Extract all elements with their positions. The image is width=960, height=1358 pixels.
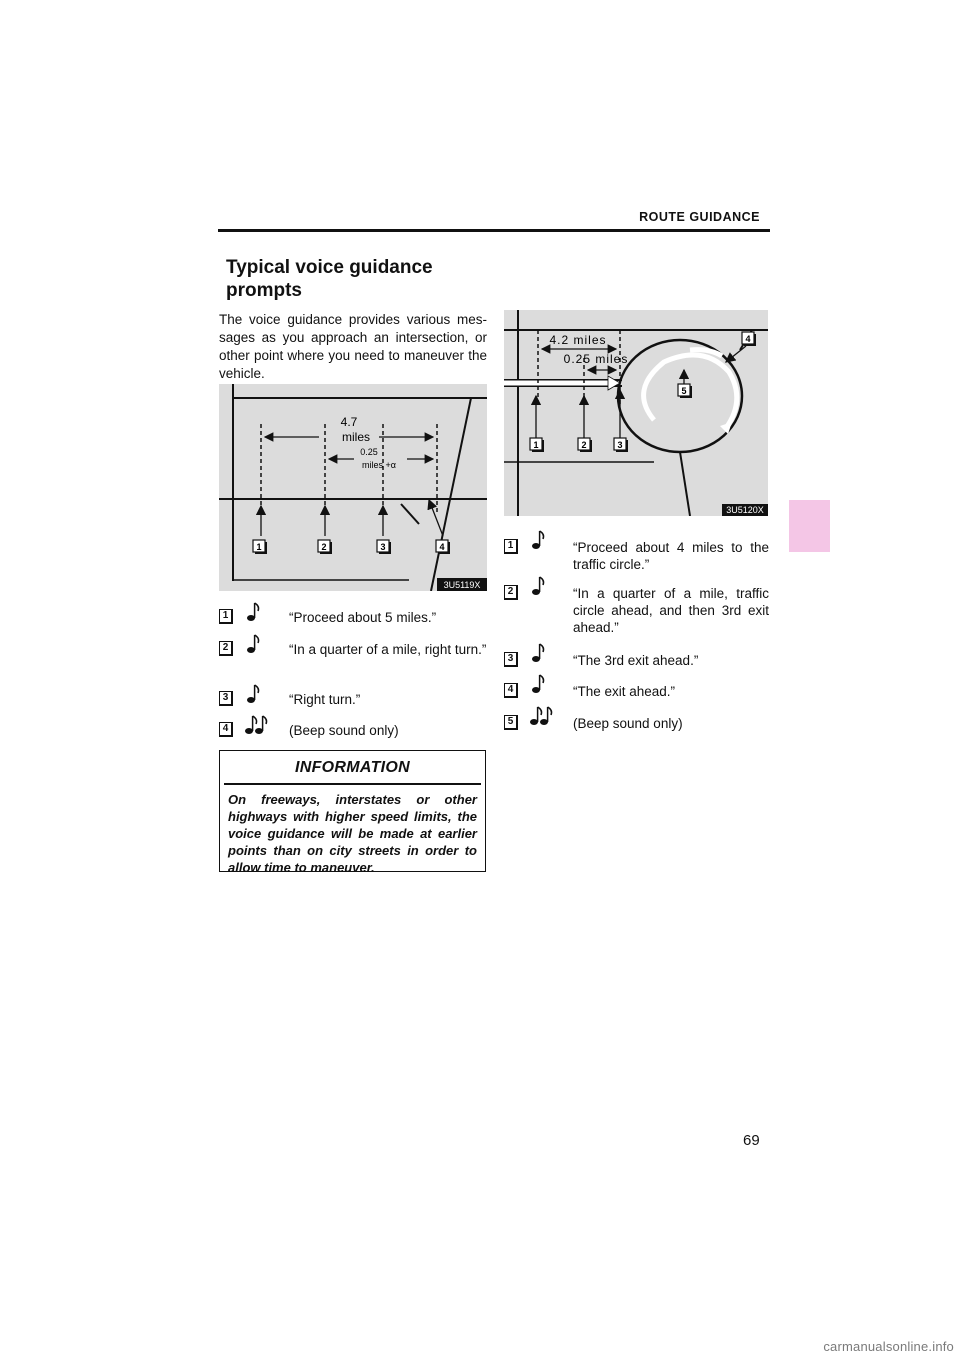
watermark: carmanualsonline.info — [823, 1339, 954, 1354]
page-number: 69 — [743, 1132, 760, 1149]
svg-text:3: 3 — [617, 440, 623, 450]
prompt-number: 3 — [219, 691, 233, 706]
svg-text:4: 4 — [439, 542, 445, 552]
diagram-marker — [578, 438, 592, 452]
single-note-icon — [526, 643, 548, 663]
prompt-text: “Right turn.” — [289, 692, 361, 707]
prompt-number: 2 — [504, 585, 518, 600]
diagram-traffic-circle — [504, 310, 768, 516]
distance-short-value: 0.25 — [360, 447, 378, 457]
distance-long-unit: miles — [341, 430, 371, 444]
diagram-marker — [678, 384, 692, 398]
prompt-list-right — [504, 536, 769, 742]
distance-long-value: 4.7 — [340, 415, 358, 429]
section-title: Typical voice guidance prompts — [226, 257, 433, 301]
diagram-marker — [530, 438, 544, 452]
information-text: On freeways, interstates or other highways with higher speed limits, the voice guidance will be made at earlier points than on city streets in order to allow time to maneuver. — [228, 791, 477, 875]
section-side-tab — [789, 500, 830, 552]
prompt-text: “The exit ahead.” — [573, 684, 676, 699]
prompt-text: “In a quarter of a mile, right turn.” — [289, 642, 487, 657]
prompt-list-left — [219, 606, 487, 749]
prompt-text: (Beep sound only) — [289, 723, 399, 738]
prompt-text: “The 3rd exit ahead.” — [573, 653, 699, 668]
information-title: INFORMATION — [295, 759, 410, 776]
diagram-marker — [742, 332, 756, 346]
svg-text:2: 2 — [581, 440, 587, 450]
diagram-code: 3U5120X — [726, 505, 764, 515]
double-note-icon — [241, 715, 269, 735]
single-note-icon — [241, 634, 263, 654]
single-note-icon — [526, 576, 548, 596]
prompt-number: 4 — [219, 722, 233, 737]
running-header: ROUTE GUIDANCE — [639, 210, 760, 224]
prompt-number: 4 — [504, 683, 518, 698]
diagram-marker — [318, 540, 332, 554]
svg-text:1: 1 — [533, 440, 539, 450]
prompt-text: “Proceed about 5 miles.” — [289, 610, 437, 625]
prompt-number: 5 — [504, 715, 518, 730]
svg-text:3: 3 — [380, 542, 386, 552]
prompt-text: (Beep sound only) — [573, 716, 683, 731]
diagram-marker — [253, 540, 267, 554]
list-item — [219, 719, 487, 749]
svg-text:2: 2 — [321, 542, 327, 552]
single-note-icon — [526, 674, 548, 694]
prompt-number: 1 — [504, 539, 518, 554]
svg-text:5: 5 — [681, 386, 687, 396]
prompt-number: 2 — [219, 641, 233, 656]
diagram-marker — [377, 540, 391, 554]
diagram-intersection — [219, 384, 487, 591]
prompt-number: 3 — [504, 652, 518, 667]
prompt-text: “Proceed about 4 miles to the traffic circle.” — [573, 540, 769, 572]
header-rule — [218, 229, 770, 232]
diagram-code: 3U5119X — [443, 580, 481, 590]
diagram-marker — [436, 540, 450, 554]
svg-text:4: 4 — [745, 334, 751, 344]
list-item — [504, 712, 769, 742]
information-box — [219, 750, 486, 875]
svg-text:1: 1 — [256, 542, 262, 552]
diagram-marker — [614, 438, 628, 452]
information-rule — [224, 783, 481, 785]
list-item — [219, 638, 487, 688]
prompt-text: “In a quarter of a mile, traffic circle ahead, and then 3rd exit ahead.” — [573, 586, 769, 635]
single-note-icon — [241, 684, 263, 704]
distance-short-unit: miles +α — [362, 460, 396, 470]
double-note-icon — [526, 706, 554, 726]
intro-paragraph: The voice guidance provides various mes-sages as you approach an intersection, or other point where you need to maneuver the vehicle. — [219, 312, 487, 381]
list-item — [504, 582, 769, 649]
distance-long-label: 4.2 miles — [549, 333, 607, 347]
prompt-number: 1 — [219, 609, 233, 624]
single-note-icon — [241, 602, 263, 622]
single-note-icon — [526, 530, 548, 550]
distance-short-label: 0.25 miles — [563, 352, 629, 366]
